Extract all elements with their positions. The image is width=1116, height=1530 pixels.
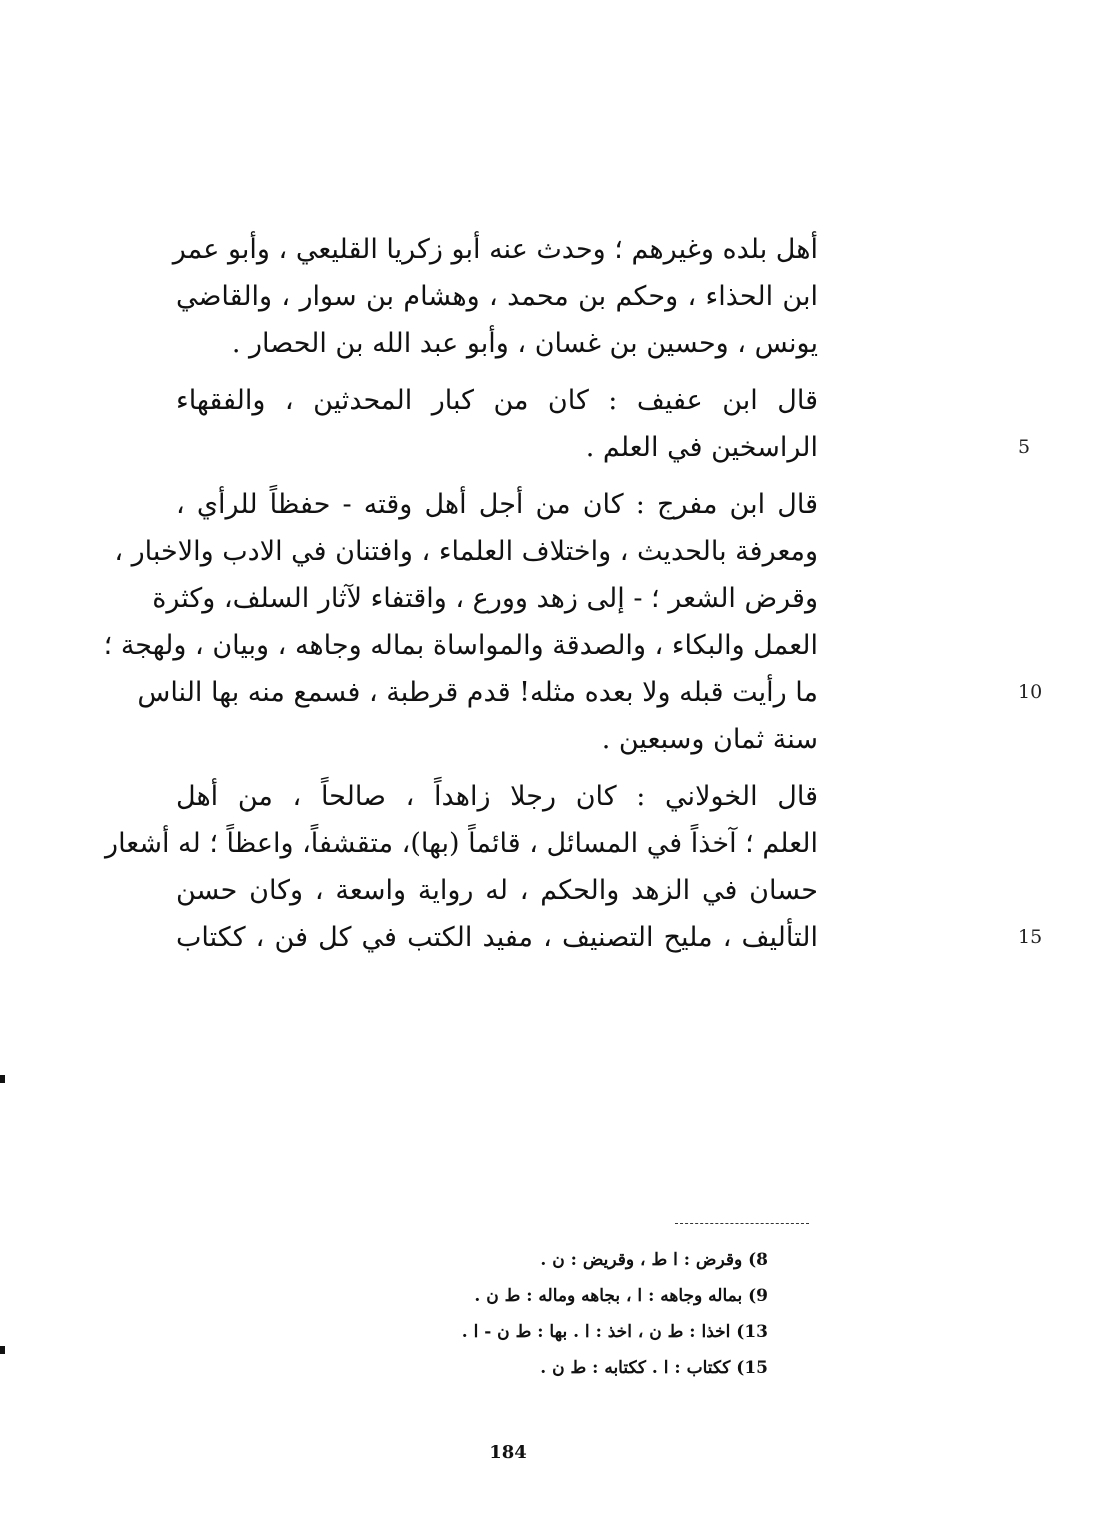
footnote: 13) اخذا : ط ن ، اخذ : ا . بها : ط ن - ا . [461, 1322, 768, 1342]
text-line: سنة ثمان وسبعين . [601, 724, 818, 755]
text-line: التأليف ، مليح التصنيف ، مفيد الكتب في كل فن ، ككتاب 15 [176, 914, 818, 961]
footnote-separator [675, 1223, 809, 1224]
text-line: ابن الحذاء ، وحكم بن محمد ، وهشام بن سوار ، والقاضي [176, 281, 818, 312]
scan-artifact [0, 1075, 5, 1083]
text-line: قال الخولاني : كان رجلا زاهداً ، صالحاً ، من أهل [176, 781, 818, 812]
footnote: 9) بماله وجاهه : ا ، بجاهه وماله : ط ن . [474, 1286, 768, 1306]
text-line: يونس ، وحسين بن غسان ، وأبو عبد الله بن الحصار . [231, 328, 818, 359]
text-line: أهل بلده وغيرهم ؛ وحدث عنه أبو زكريا القليعي ، وأبو عمر [172, 234, 818, 265]
text-line: قال ابن مفرج : كان من أجل أهل وقته - حفظاً للرأي ، [176, 489, 818, 520]
footnote: 8) وقرض : ا ط ، وقريض : ن . [540, 1250, 768, 1270]
line-number: 5 [1018, 436, 1031, 458]
main-text [103, 226, 1043, 961]
text-line: الراسخين في العلم . 5 [176, 424, 818, 471]
line-number: 10 [1018, 681, 1043, 703]
scan-artifact [0, 1346, 5, 1354]
text-line: قال ابن عفيف : كان من كبار المحدثين ، والفقهاء [176, 385, 818, 416]
footnote: 15) ككتاب : ا . ككتابه : ط ن . [540, 1358, 768, 1378]
text-line: ما رأيت قبله ولا بعده مثله! قدم قرطبة ، فسمع منه بها الناس 10 [176, 669, 818, 716]
text-line: ومعرفة بالحديث ، واختلاف العلماء ، وافتنان في الادب والاخبار ، [114, 536, 818, 567]
line-number: 15 [1018, 926, 1043, 948]
text-line: العلم ؛ آخذاً في المسائل ، قائماً (بها)، متقشفاً، واعظاً ؛ له أشعار [105, 828, 818, 859]
text-line: وقرض الشعر ؛ - إلى زهد وورع ، واقتفاء لآثار السلف، وكثرة [152, 583, 818, 614]
text-line: حسان في الزهد والحكم ، له رواية واسعة ، وكان حسن [176, 875, 818, 906]
footnotes [300, 1242, 768, 1386]
page-number: 184 [489, 1442, 527, 1463]
text-line: العمل والبكاء ، والصدقة والمواساة بماله وجاهه ، وبيان ، ولهجة ؛ [103, 630, 818, 661]
